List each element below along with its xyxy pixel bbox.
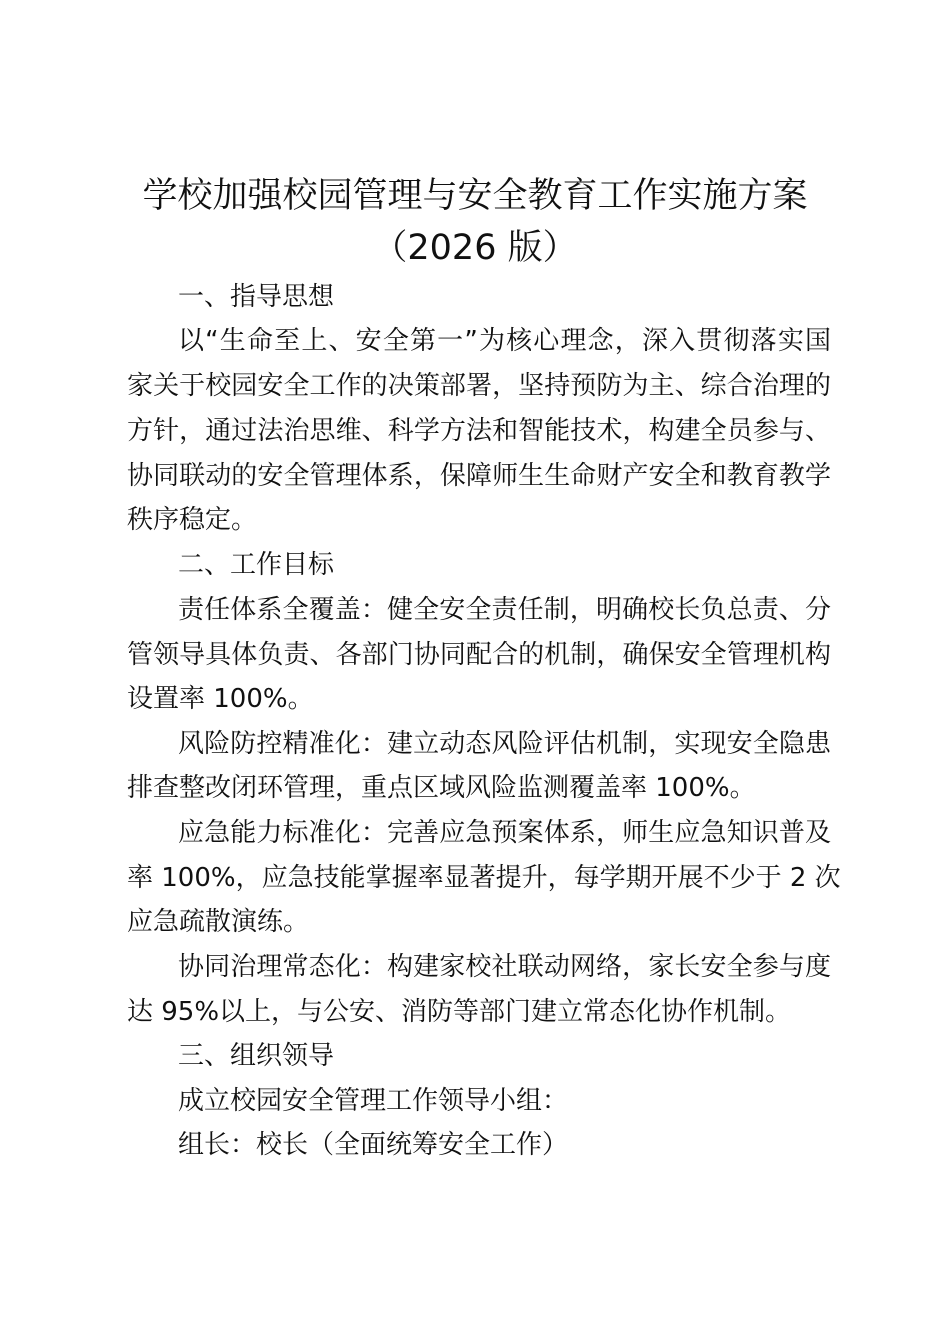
paragraph-line: 应急能力标准化：完善应急预案体系，师生应急知识普及 [178,818,831,848]
paragraph-line: 协同联动的安全管理体系，保障师生生命财产安全和教育教学 [127,461,831,491]
paragraph-line: 排查整改闭环管理，重点区域风险监测覆盖率 100%。 [127,773,756,803]
paragraph-line: 以“生命至上、安全第一”为核心理念，深入贯彻落实国 [178,326,831,356]
paragraph-line: 方针，通过法治思维、科学方法和智能技术，构建全员参与、 [127,416,831,446]
section-heading-work-goals: 二、工作目标 [178,550,335,580]
paragraph-line: 组长：校长（全面统筹安全工作） [178,1130,569,1160]
paragraph-line: 设置率 100%。 [127,684,314,714]
paragraph-line: 达 95%以上，与公安、消防等部门建立常态化协作机制。 [127,997,792,1027]
paragraph-line: 协同治理常态化：构建家校社联动网络，家长安全参与度 [178,952,831,982]
section-heading-guiding-ideology: 一、指导思想 [178,282,335,312]
paragraph-line: 成立校园安全管理工作领导小组： [178,1086,569,1116]
section-heading-organization: 三、组织领导 [178,1041,335,1071]
paragraph-line: 责任体系全覆盖：健全安全责任制，明确校长负总责、分 [178,595,831,625]
paragraph-line: 率 100%，应急技能掌握率显著提升，每学期开展不少于 2 次 [127,863,841,893]
paragraph-line: 管领导具体负责、各部门协同配合的机制，确保安全管理机构 [127,640,831,670]
document-title: 学校加强校园管理与安全教育工作实施方案 [142,176,808,216]
document-title-edition: （2026 版） [372,228,578,268]
paragraph-line: 应急疏散演练。 [127,907,310,937]
paragraph-line: 家关于校园安全工作的决策部署，坚持预防为主、综合治理的 [127,371,831,401]
paragraph-line: 风险防控精准化：建立动态风险评估机制，实现安全隐患 [178,729,831,759]
paragraph-line: 秩序稳定。 [127,505,258,535]
